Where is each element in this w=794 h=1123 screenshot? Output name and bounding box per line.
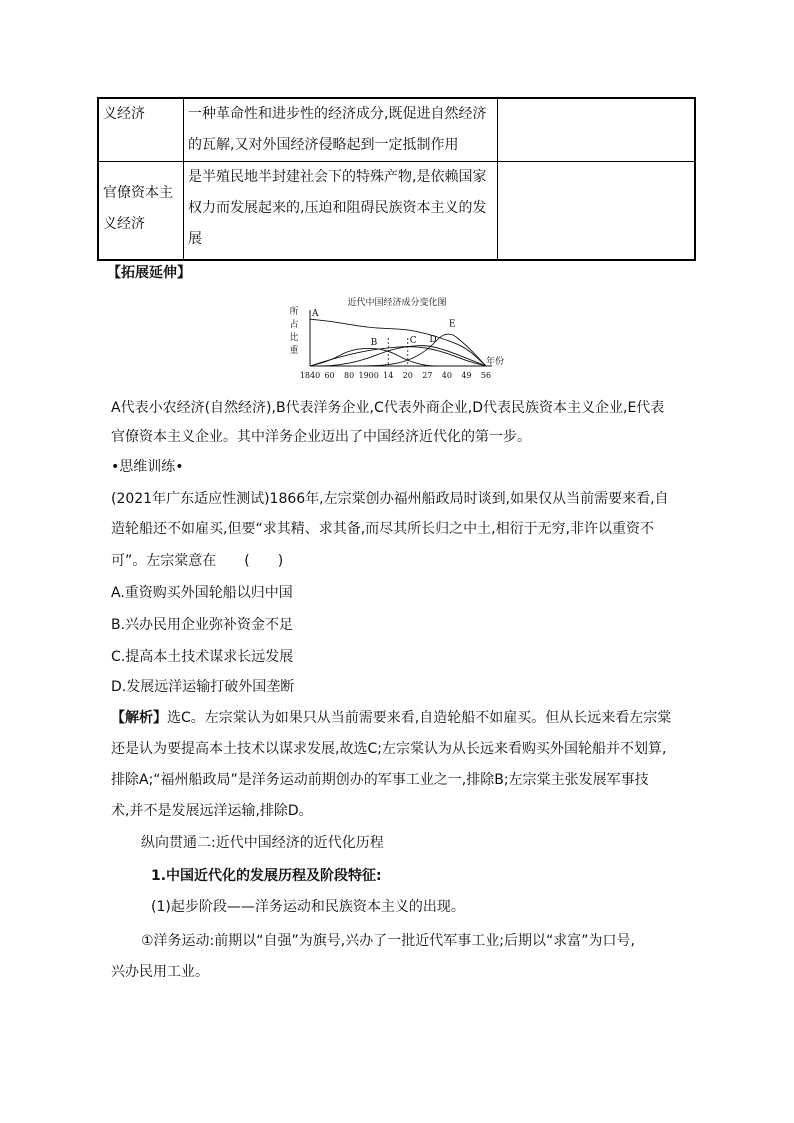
analysis-text: 术,并不是发展远洋运输,排除D。 [111, 803, 313, 819]
paragraph: ①洋务运动:前期以“自强”为旗号,兴办了一批近代军事工业;后期以“求富”为口号, [141, 933, 635, 949]
table-row [98, 98, 695, 162]
series-label-e: E [448, 319, 456, 330]
series-line-a [310, 319, 486, 366]
x-tick-label: 14 [383, 371, 394, 380]
economy-table [97, 97, 696, 261]
x-tick-label: 1900 [358, 371, 379, 380]
series-line-b [310, 348, 486, 366]
chart-description: A代表小农经济(自然经济),B代表洋务企业,C代表外商企业,D代表民族资本主义企业,E代表 [111, 400, 665, 416]
heading-1: 1.中国近代化的发展历程及阶段特征: [151, 868, 382, 884]
y-axis-label: 比 [289, 333, 299, 343]
thinking-training-title: •思维训练• [111, 459, 184, 475]
chart-svg [286, 294, 508, 384]
question-text: 造轮船还不如雇买,但要“求其精、求其备,而尽其所长归之中土,相衍于无穷,非许以重资不 [111, 521, 655, 537]
table-cell-name: 官僚资本主 义经济 [98, 162, 184, 260]
analysis-label: 【解析】 [111, 710, 167, 726]
analysis-text: 还是认为要提高本土技术以谋求发展,故选C;左宗棠认为从长远来看购买外国轮船并不划算, [111, 741, 667, 757]
table-cell-desc: 是半殖民地半封建社会下的特殊产物,是依赖国家 权力而发展起来的,压迫和阻碍民族资本主义的发 展 [184, 162, 498, 260]
option-c: C.提高本土技术谋求长远发展 [111, 649, 294, 665]
y-axis-label: 重 [289, 346, 299, 356]
chart-description: 官僚资本主义企业。其中洋务企业迈出了中国经济近代化的第一步。 [111, 429, 531, 445]
section2-title: 纵向贯通二:近代中国经济的近代化历程 [141, 835, 384, 851]
series-label-d: D [429, 335, 437, 346]
option-b: B.兴办民用企业弥补资金不足 [111, 617, 294, 633]
x-tick-label: 27 [422, 371, 433, 380]
question-text: (2021年广东适应性测试)1866年,左宗棠创办福州船政局时谈到,如果仅从当前需要来看,自 [111, 491, 669, 507]
question-text: 可”。左宗棠意在 ( ) [111, 553, 284, 569]
analysis-paragraph: 【解析】选C。左宗棠认为如果只从当前需要来看,自造轮船不如雇买。但从长远来看左宗棠 [111, 710, 672, 726]
y-axis-label: 所 [289, 307, 299, 317]
economy-chart [286, 294, 508, 384]
subheading-1: (1)起步阶段——洋务运动和民族资本主义的出现。 [151, 899, 465, 915]
series-line-e [310, 334, 486, 366]
table-cell-empty [498, 162, 696, 260]
x-tick-label: 40 [441, 371, 452, 380]
x-tick-label: 1840 [299, 371, 321, 380]
paragraph: 兴办民用工业。 [111, 964, 209, 980]
section-extension-label: 【拓展延伸】 [107, 265, 191, 281]
table-row [98, 162, 695, 260]
table-cell-name: 义经济 [98, 98, 184, 162]
series-label-c: C [409, 336, 417, 347]
x-axis-label: 年份 [485, 357, 505, 367]
analysis-text: 排除A;“福州船政局”是洋务运动前期创办的军事工业之一,排除B;左宗棠主张发展军事技 [111, 772, 649, 788]
chart-title: 近代中国经济成分变化图 [347, 298, 447, 308]
x-tick-label: 20 [402, 371, 413, 380]
x-tick-label: 60 [324, 371, 335, 380]
y-axis-label: 占 [289, 320, 299, 330]
table-cell-empty [498, 98, 696, 162]
x-tick-label: 56 [480, 371, 492, 380]
option-a: A.重资购买外国轮船以归中国 [111, 585, 293, 601]
x-tick-label: 49 [461, 371, 472, 380]
option-d: D.发展远洋运输打破外国垄断 [111, 679, 295, 695]
x-tick-label: 80 [344, 371, 355, 380]
series-label-b: B [370, 337, 378, 348]
table-cell-desc: 一种革命性和进步性的经济成分,既促进自然经济 的瓦解,又对外国经济侵略起到一定抵制作用 [184, 98, 498, 162]
series-label-a: A [312, 309, 319, 320]
